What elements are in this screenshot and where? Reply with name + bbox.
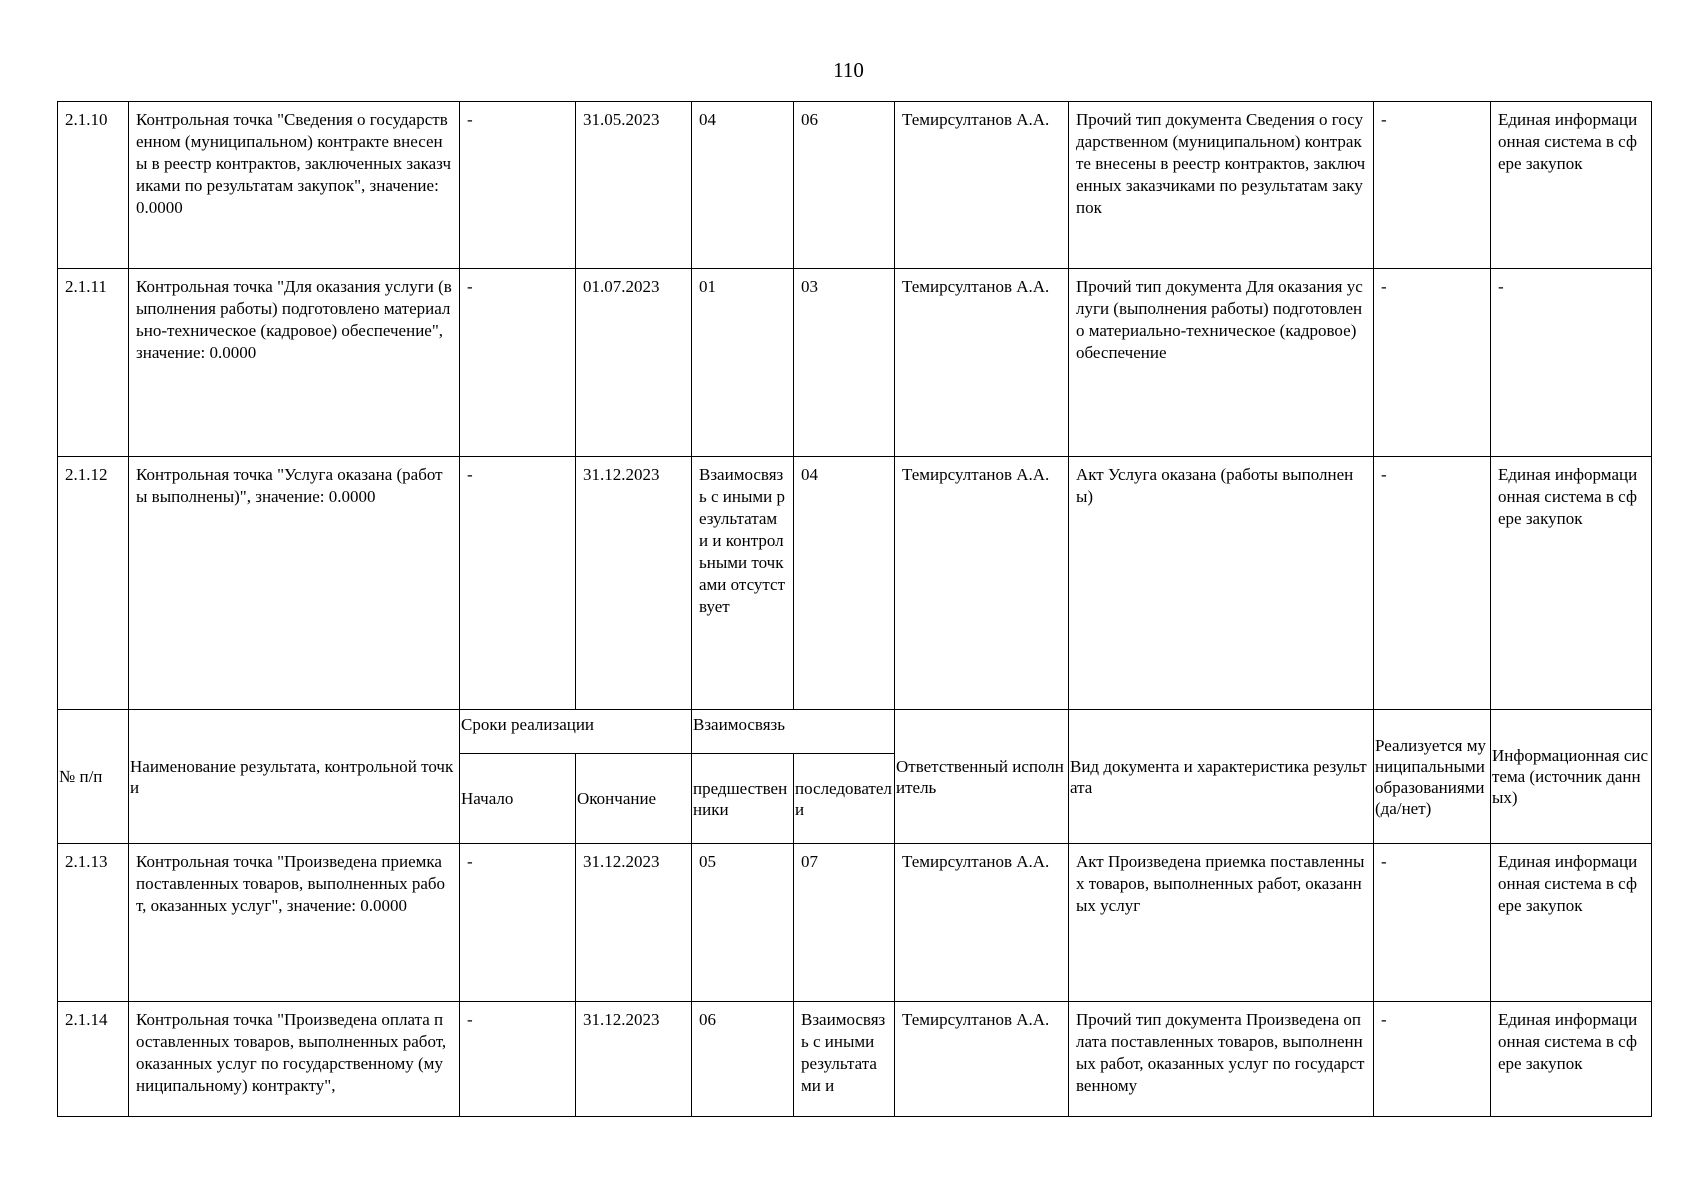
cell-doc: Акт Услуга оказана (работы выполнены) [1069, 457, 1374, 710]
cell-next: 07 [794, 844, 895, 1002]
cell-pred: 04 [692, 102, 794, 269]
cell-muni: - [1374, 457, 1491, 710]
header-name: Наименование результата, контрольной точки [129, 710, 460, 844]
table-row [58, 269, 1652, 457]
cell-next: 03 [794, 269, 895, 457]
cell-info: - [1491, 269, 1652, 457]
cell-info: Единая информационная система в сфере закупок [1491, 457, 1652, 710]
table-header [58, 710, 1652, 844]
cell-next: Взаимосвязь с иными результатами и [794, 1002, 895, 1117]
cell-muni: - [1374, 269, 1491, 457]
cell-num: 2.1.14 [58, 1002, 129, 1117]
cell-num: 2.1.12 [58, 457, 129, 710]
header-link: Взаимосвязь [692, 710, 895, 754]
header-doc: Вид документа и характеристика результата [1069, 710, 1374, 844]
cell-start: - [460, 1002, 576, 1117]
cell-muni: - [1374, 844, 1491, 1002]
cell-next: 06 [794, 102, 895, 269]
cell-pred: Взаимосвязь с иными результатами и контрольными точками отсутствует [692, 457, 794, 710]
cell-num: 2.1.10 [58, 102, 129, 269]
cell-muni: - [1374, 102, 1491, 269]
cell-pred: 06 [692, 1002, 794, 1117]
cell-muni: - [1374, 1002, 1491, 1117]
cell-name: Контрольная точка "Для оказания услуги (выполнения работы) подготовлено материально-техническое (кадровое) обеспечение", значение: 0.0000 [129, 269, 460, 457]
cell-resp: Темирсултанов А.А. [895, 844, 1069, 1002]
cell-next: 04 [794, 457, 895, 710]
table-row [58, 102, 1652, 269]
cell-end: 31.12.2023 [576, 844, 692, 1002]
cell-info: Единая информационная система в сфере закупок [1491, 1002, 1652, 1117]
cell-pred: 01 [692, 269, 794, 457]
cell-resp: Темирсултанов А.А. [895, 102, 1069, 269]
cell-doc: Прочий тип документа Произведена оплата поставленных товаров, выполненных работ, оказанных услуг по государственному [1069, 1002, 1374, 1117]
results-table [57, 101, 1652, 1117]
cell-info: Единая информационная система в сфере закупок [1491, 844, 1652, 1002]
header-start: Начало [460, 754, 576, 844]
header-resp: Ответственный исполнитель [895, 710, 1069, 844]
cell-resp: Темирсултанов А.А. [895, 1002, 1069, 1117]
table-row [58, 1002, 1652, 1117]
header-info: Информационная система (источник данных) [1491, 710, 1652, 844]
cell-name: Контрольная точка "Произведена оплата поставленных товаров, выполненных работ, оказанных услуг по государственному (муниципальному) контракту", [129, 1002, 460, 1117]
cell-doc: Прочий тип документа Для оказания услуги (выполнения работы) подготовлено материально-техническое (кадровое) обеспечение [1069, 269, 1374, 457]
cell-resp: Темирсултанов А.А. [895, 457, 1069, 710]
cell-pred: 05 [692, 844, 794, 1002]
cell-start: - [460, 844, 576, 1002]
rows-after [58, 844, 1652, 1117]
cell-num: 2.1.13 [58, 844, 129, 1002]
header-num: № п/п [58, 710, 129, 844]
cell-start: - [460, 269, 576, 457]
cell-name: Контрольная точка "Произведена приемка поставленных товаров, выполненных работ, оказанных услуг", значение: 0.0000 [129, 844, 460, 1002]
cell-doc: Прочий тип документа Сведения о государственном (муниципальном) контракте внесены в реестр контрактов, заключенных заказчиками по результатам закупок [1069, 102, 1374, 269]
cell-end: 31.12.2023 [576, 457, 692, 710]
header-end: Окончание [576, 754, 692, 844]
page-number: 110 [833, 58, 864, 82]
cell-end: 31.12.2023 [576, 1002, 692, 1117]
cell-start: - [460, 102, 576, 269]
cell-end: 01.07.2023 [576, 269, 692, 457]
table-row [58, 457, 1652, 710]
header-next: последователи [794, 754, 895, 844]
cell-name: Контрольная точка "Услуга оказана (работы выполнены)", значение: 0.0000 [129, 457, 460, 710]
cell-resp: Темирсултанов А.А. [895, 269, 1069, 457]
cell-doc: Акт Произведена приемка поставленных товаров, выполненных работ, оказанных услуг [1069, 844, 1374, 1002]
table-row [58, 844, 1652, 1002]
header-muni: Реализуется муниципальными образованиями (да/нет) [1374, 710, 1491, 844]
header-pred: предшественники [692, 754, 794, 844]
rows-before [58, 102, 1652, 710]
cell-num: 2.1.11 [58, 269, 129, 457]
cell-name: Контрольная точка "Сведения о государственном (муниципальном) контракте внесены в реестр контрактов, заключенных заказчиками по результатам закупок", значение: 0.0000 [129, 102, 460, 269]
header-period: Сроки реализации [460, 710, 692, 754]
cell-end: 31.05.2023 [576, 102, 692, 269]
cell-info: Единая информационная система в сфере закупок [1491, 102, 1652, 269]
cell-start: - [460, 457, 576, 710]
